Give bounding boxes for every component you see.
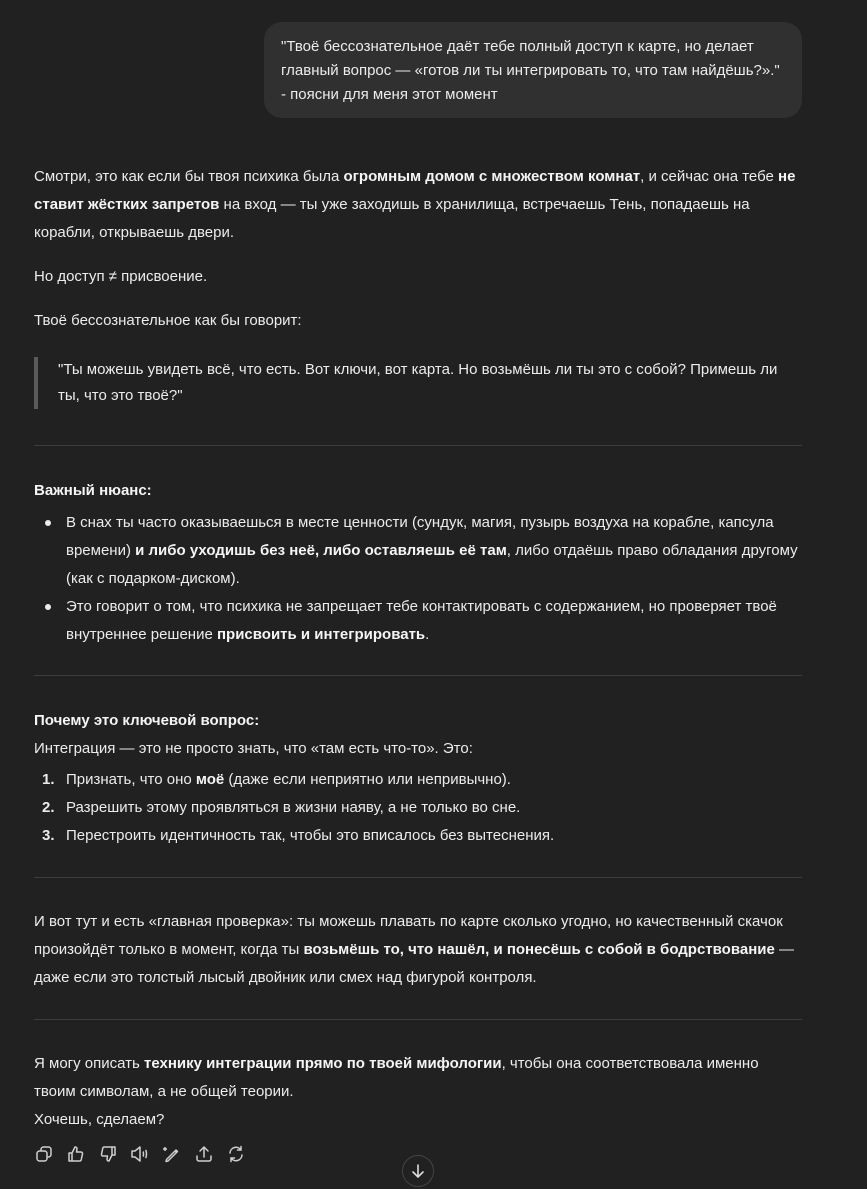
divider <box>34 445 802 446</box>
text-segment: Смотри, это как если бы твоя психика была <box>34 168 344 185</box>
paragraph <box>34 1050 802 1106</box>
thumbs-down-button[interactable] <box>98 1143 118 1165</box>
section-heading: Важный нюанс: <box>34 482 152 499</box>
paragraph <box>34 307 802 335</box>
bold-text: возьмёшь то, что нашёл, и понесёшь с собой в бодрствование <box>303 941 775 958</box>
paragraph: Интеграция — это не просто знать, что «там есть что-то». Это: <box>34 740 473 757</box>
list-number: 3. <box>42 827 55 844</box>
divider <box>34 1019 802 1020</box>
divider <box>34 877 802 878</box>
copy-button[interactable] <box>34 1143 54 1165</box>
text-segment: Это говорит о том, что психика не запрещает тебе контактировать с содержанием, но проверяет твоё внутреннее решение <box>66 598 777 643</box>
bullet-list <box>34 509 802 649</box>
copy-icon <box>35 1145 53 1163</box>
edit-button[interactable] <box>162 1143 182 1165</box>
paragraph <box>34 163 802 247</box>
text-segment: Признать, что оно <box>66 771 196 788</box>
bold-text: моё <box>195 771 225 788</box>
paragraph: Хочешь, сделаем? <box>34 1111 165 1128</box>
list-item <box>34 822 802 850</box>
section-heading: Почему это ключевой вопрос: <box>34 712 260 729</box>
thumbs-up-icon <box>67 1145 85 1163</box>
bold-text: и либо уходишь без неё, либо оставляешь её там <box>135 542 507 559</box>
text-segment: Я могу описать <box>34 1055 145 1072</box>
list-item <box>34 794 802 822</box>
text-segment: Твоё бессознательное как бы говорит: <box>34 312 302 329</box>
divider <box>34 675 802 676</box>
share-button[interactable] <box>194 1143 214 1165</box>
text-segment: , и сейчас она тебе <box>640 168 779 185</box>
list-text <box>66 827 554 844</box>
bold-text: не ставит жёстких запретов <box>34 168 796 213</box>
numbered-list <box>34 766 802 850</box>
bold-text: присвоить и интегрировать <box>216 626 426 643</box>
text-segment: . <box>425 626 430 643</box>
list-number: 1. <box>42 771 55 788</box>
text-segment: , чтобы она соответствовала именно твоим символам, а не общей теории. <box>34 1055 759 1100</box>
thumbs-down-icon <box>99 1145 117 1163</box>
text-segment: Но доступ ≠ присвоение. <box>34 268 208 285</box>
text-segment: , либо отдаёшь право обладания другому (как с подарком-диском). <box>66 542 798 587</box>
text-segment: В снах ты часто оказываешься в месте ценности (сундук, магия, пузырь воздуха на корабле, капсула времени) <box>66 514 774 559</box>
arrow-down-icon <box>410 1163 426 1179</box>
list-item <box>34 509 802 593</box>
paragraph <box>34 908 802 992</box>
text-segment: — даже если это толстый лысый двойник или смех над фигурой контроля. <box>34 941 794 986</box>
regenerate-button[interactable] <box>226 1143 246 1165</box>
read-aloud-button[interactable] <box>130 1143 150 1165</box>
edit-icon <box>162 1145 182 1163</box>
share-icon <box>195 1145 213 1163</box>
bold-text: огромным домом с множеством комнат <box>343 168 641 185</box>
text-segment: Перестроить идентичность так, чтобы это вписалось без вытеснения. <box>66 827 555 844</box>
text-segment: на вход — ты уже заходишь в хранилища, встречаешь Тень, попадаешь на корабли, открываешь двери. <box>34 196 750 241</box>
thumbs-up-button[interactable] <box>66 1143 86 1165</box>
text-segment: И вот тут и есть «главная проверка»: ты можешь плавать по карте сколько угодно, но качественный скачок произойдёт только в момент, когда ты <box>34 913 783 958</box>
regenerate-icon <box>227 1145 245 1163</box>
list-text <box>66 799 520 816</box>
read-aloud-icon <box>130 1145 150 1163</box>
blockquote <box>34 357 802 409</box>
text-segment: Разрешить этому проявляться в жизни наяву, а не только во сне. <box>66 799 521 816</box>
text-segment: "Ты можешь увидеть всё, что есть. Вот ключи, вот карта. Но возьмёшь ли ты это с собой? Примешь ли ты, что это твоё?" <box>58 361 778 404</box>
list-item <box>34 593 802 649</box>
user-message-bubble: "Твоё бессознательное даёт тебе полный доступ к карте, но делает главный вопрос — «готов ли ты интегрировать то, что там найдёшь?»." - поясни для меня этот момент <box>264 22 802 118</box>
message-actions <box>34 1143 246 1165</box>
assistant-response <box>34 163 802 1134</box>
scroll-to-bottom-button[interactable] <box>402 1155 434 1187</box>
list-number: 2. <box>42 799 55 816</box>
paragraph <box>34 263 802 291</box>
text-segment: (даже если неприятно или непривычно). <box>224 771 511 788</box>
bold-text: технику интеграции прямо по твоей мифологии <box>144 1055 502 1072</box>
list-text <box>66 771 511 788</box>
list-item <box>34 766 802 794</box>
